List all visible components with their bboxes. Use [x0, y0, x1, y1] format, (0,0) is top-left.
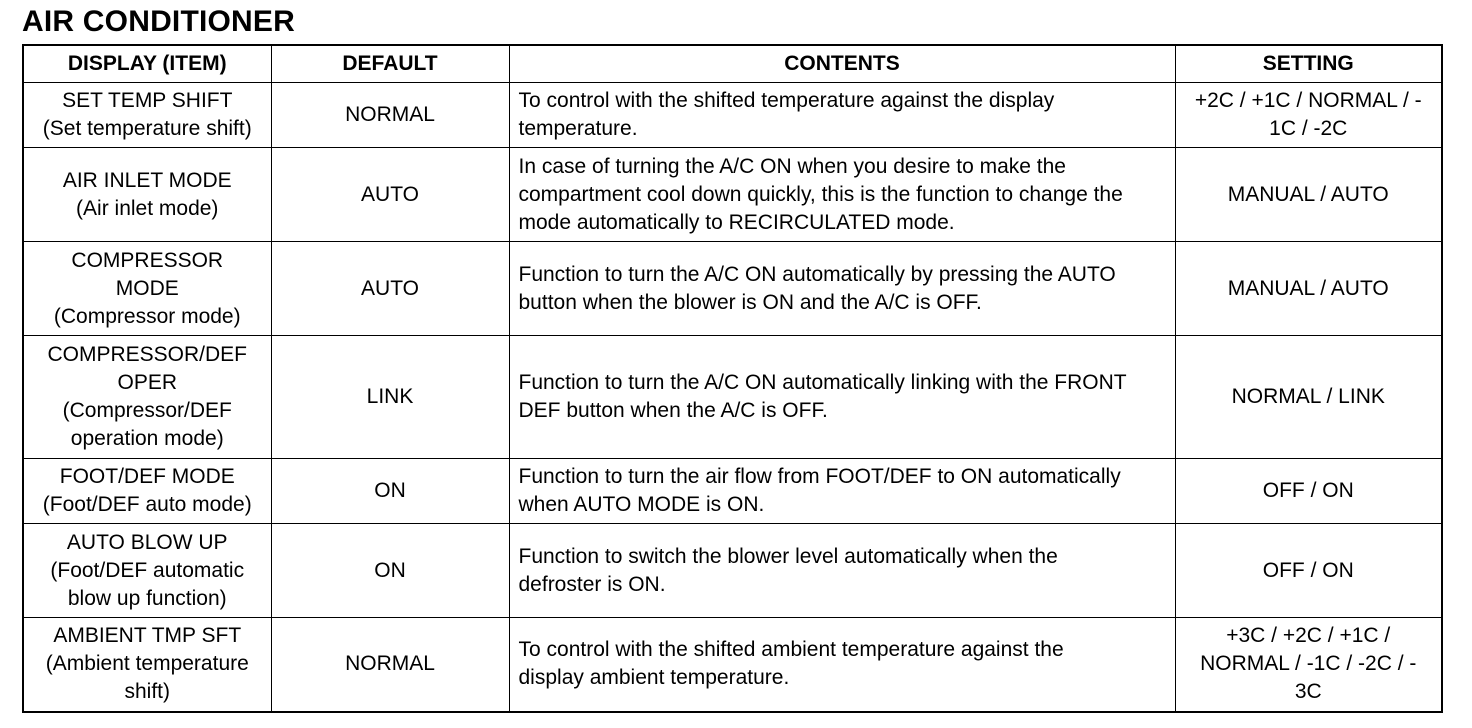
contents-line: In case of turning the A/C ON when you desire to make the	[518, 154, 1066, 178]
table-row	[23, 83, 1442, 148]
contents-cell	[509, 242, 1175, 336]
item-cell	[23, 618, 271, 712]
setting-line: +2C / +1C / NORMAL / -	[1194, 89, 1422, 112]
item-name: AIR INLET MODE	[62, 168, 232, 192]
item-name: SET TEMP SHIFT	[62, 89, 233, 112]
setting-line: OFF / ON	[1262, 479, 1354, 502]
table-row	[23, 459, 1442, 524]
table-header-row	[23, 45, 1442, 83]
contents-line: To control with the shifted ambient temperature against the	[518, 638, 1064, 662]
setting-cell	[1175, 336, 1442, 459]
contents-line: mode automatically to RECIRCULATED mode.	[518, 210, 955, 234]
item-description: (Set temperature shift)	[42, 117, 252, 140]
setting-line: NORMAL / -1C / -2C / -	[1200, 652, 1417, 676]
contents-cell	[509, 618, 1175, 712]
contents-line: defroster is ON.	[518, 572, 666, 596]
item-name: OPER	[117, 371, 177, 394]
column-header-setting: SETTING	[1175, 45, 1442, 83]
setting-line: MANUAL / AUTO	[1227, 182, 1389, 206]
item-cell	[23, 242, 271, 336]
contents-line: Function to turn the air flow from FOOT/DEF to ON automatically	[518, 465, 1121, 488]
default-cell: ON	[271, 459, 509, 524]
item-description: (Compressor mode)	[53, 304, 241, 328]
contents-cell	[509, 459, 1175, 524]
item-description: blow up function)	[67, 586, 227, 610]
item-description: shift)	[124, 680, 170, 704]
contents-line: temperature.	[518, 117, 638, 140]
table-row	[23, 524, 1442, 618]
item-name: AMBIENT TMP SFT	[53, 624, 242, 648]
setting-cell	[1175, 242, 1442, 336]
item-cell	[23, 336, 271, 459]
contents-line: button when the blower is ON and the A/C is OFF.	[518, 290, 982, 314]
item-description: (Air inlet mode)	[76, 196, 219, 220]
item-description: operation mode)	[70, 427, 224, 450]
table-row	[23, 336, 1442, 459]
default-cell: AUTO	[271, 148, 509, 242]
contents-cell	[509, 83, 1175, 148]
item-description: (Ambient temperature	[45, 652, 249, 676]
item-name: AUTO BLOW UP	[66, 530, 228, 554]
item-name: COMPRESSOR/DEF	[47, 343, 248, 366]
default-cell: LINK	[271, 336, 509, 459]
setting-line: OFF / ON	[1262, 558, 1354, 582]
default-cell: NORMAL	[271, 618, 509, 712]
setting-cell	[1175, 459, 1442, 524]
setting-line: 1C / -2C	[1269, 117, 1348, 140]
setting-line: 3C	[1294, 680, 1322, 704]
contents-line: Function to switch the blower level automatically when the	[518, 544, 1058, 568]
contents-line: Function to turn the A/C ON automatically by pressing the AUTO	[518, 262, 1116, 286]
contents-cell	[509, 336, 1175, 459]
column-header-default: DEFAULT	[271, 45, 509, 83]
item-name: COMPRESSOR	[71, 248, 224, 272]
contents-line: when AUTO MODE is ON.	[518, 493, 765, 516]
setting-line: NORMAL / LINK	[1231, 385, 1385, 408]
contents-cell	[509, 148, 1175, 242]
item-name: FOOT/DEF MODE	[59, 465, 235, 488]
default-cell: AUTO	[271, 242, 509, 336]
item-cell	[23, 83, 271, 148]
item-description: (Foot/DEF automatic	[50, 558, 245, 582]
contents-line: Function to turn the A/C ON automatically linking with the FRONT	[518, 371, 1127, 394]
settings-table	[22, 44, 1443, 713]
contents-line: To control with the shifted temperature against the display	[518, 89, 1055, 112]
contents-line: compartment cool down quickly, this is the function to change the	[518, 182, 1123, 206]
setting-line: +3C / +2C / +1C /	[1226, 624, 1391, 648]
item-cell	[23, 459, 271, 524]
column-header-contents: CONTENTS	[509, 45, 1175, 83]
item-cell	[23, 524, 271, 618]
contents-line: DEF button when the A/C is OFF.	[518, 399, 828, 422]
setting-cell	[1175, 524, 1442, 618]
default-cell: ON	[271, 524, 509, 618]
table-row	[23, 618, 1442, 712]
setting-cell	[1175, 83, 1442, 148]
table-row	[23, 148, 1442, 242]
item-name: MODE	[115, 276, 179, 300]
table-row	[23, 242, 1442, 336]
page-title: AIR CONDITIONER	[22, 5, 295, 38]
item-description: (Foot/DEF auto mode)	[42, 493, 252, 516]
setting-line: MANUAL / AUTO	[1227, 276, 1389, 300]
item-cell	[23, 148, 271, 242]
contents-line: display ambient temperature.	[518, 666, 790, 690]
item-description: (Compressor/DEF	[62, 399, 232, 422]
setting-cell	[1175, 148, 1442, 242]
setting-cell	[1175, 618, 1442, 712]
default-cell: NORMAL	[271, 83, 509, 148]
column-header-display-item: DISPLAY (ITEM)	[23, 45, 271, 83]
contents-cell	[509, 524, 1175, 618]
